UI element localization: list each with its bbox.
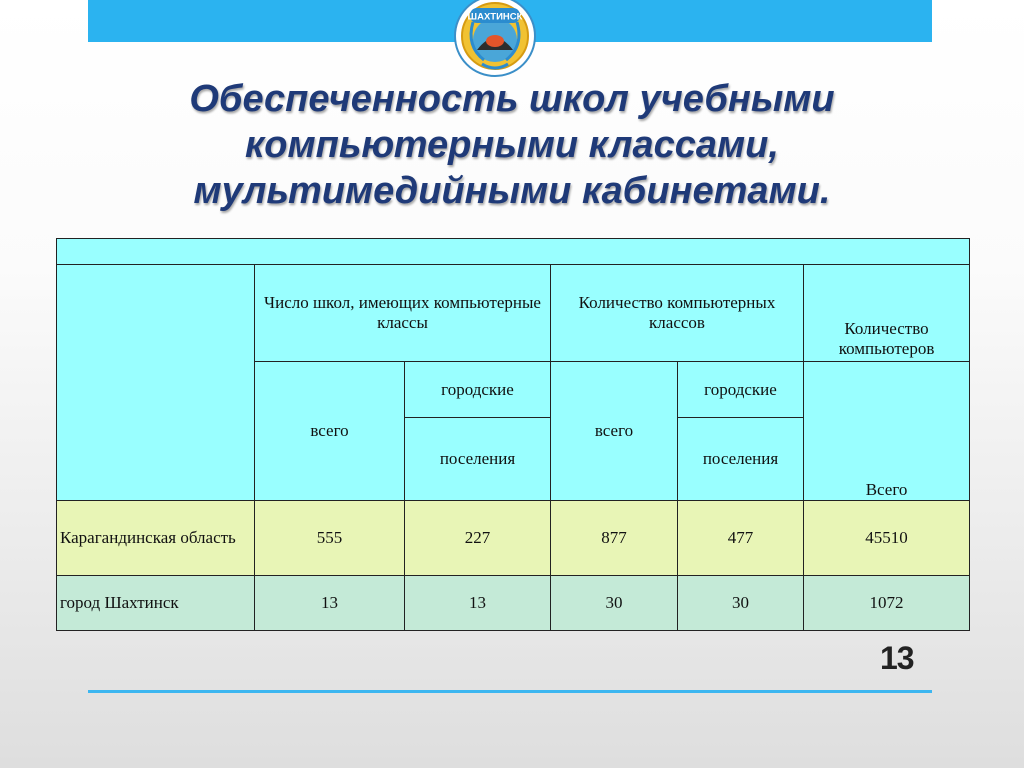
value-cell: 30 bbox=[678, 576, 804, 631]
table-header-row bbox=[57, 265, 970, 362]
value-cell: 13 bbox=[255, 576, 405, 631]
region-header-cell bbox=[57, 265, 255, 501]
total-computers-header: Всего bbox=[804, 362, 970, 501]
schools-computer-table bbox=[56, 238, 970, 631]
urban-schools-header: городские bbox=[405, 362, 551, 418]
empty-top-cell bbox=[57, 239, 970, 265]
value-cell: 1072 bbox=[804, 576, 970, 631]
settlements-schools-header: поселения bbox=[405, 418, 551, 501]
schools-with-classes-header: Число школ, имеющих компьютерные классы bbox=[255, 265, 551, 362]
emblem-label: ШАХТИНСК bbox=[467, 11, 523, 23]
computers-count-header: Количество компьютеров bbox=[804, 265, 970, 362]
value-cell: 877 bbox=[551, 501, 678, 576]
value-cell: 13 bbox=[405, 576, 551, 631]
table-row bbox=[57, 501, 970, 576]
total-classes-header: всего bbox=[551, 362, 678, 501]
computer-classes-header: Количество компьютерных классов bbox=[551, 265, 804, 362]
region-cell: Карагандинская область bbox=[57, 501, 255, 576]
table-row bbox=[57, 576, 970, 631]
region-cell: город Шахтинск bbox=[57, 576, 255, 631]
value-cell: 227 bbox=[405, 501, 551, 576]
settlements-classes-header: поселения bbox=[678, 418, 804, 501]
total-schools-header: всего bbox=[255, 362, 405, 501]
value-cell: 555 bbox=[255, 501, 405, 576]
value-cell: 477 bbox=[678, 501, 804, 576]
value-cell: 30 bbox=[551, 576, 678, 631]
bottom-divider bbox=[88, 690, 932, 693]
table-top-row bbox=[57, 239, 970, 265]
value-cell: 45510 bbox=[804, 501, 970, 576]
city-emblem-icon bbox=[444, 0, 546, 78]
page-number: 13 bbox=[880, 640, 914, 676]
page-title: Обеспеченность школ учебными компьютерными классами, мультимедийными кабинетами. bbox=[189, 78, 835, 212]
urban-classes-header: городские bbox=[678, 362, 804, 418]
